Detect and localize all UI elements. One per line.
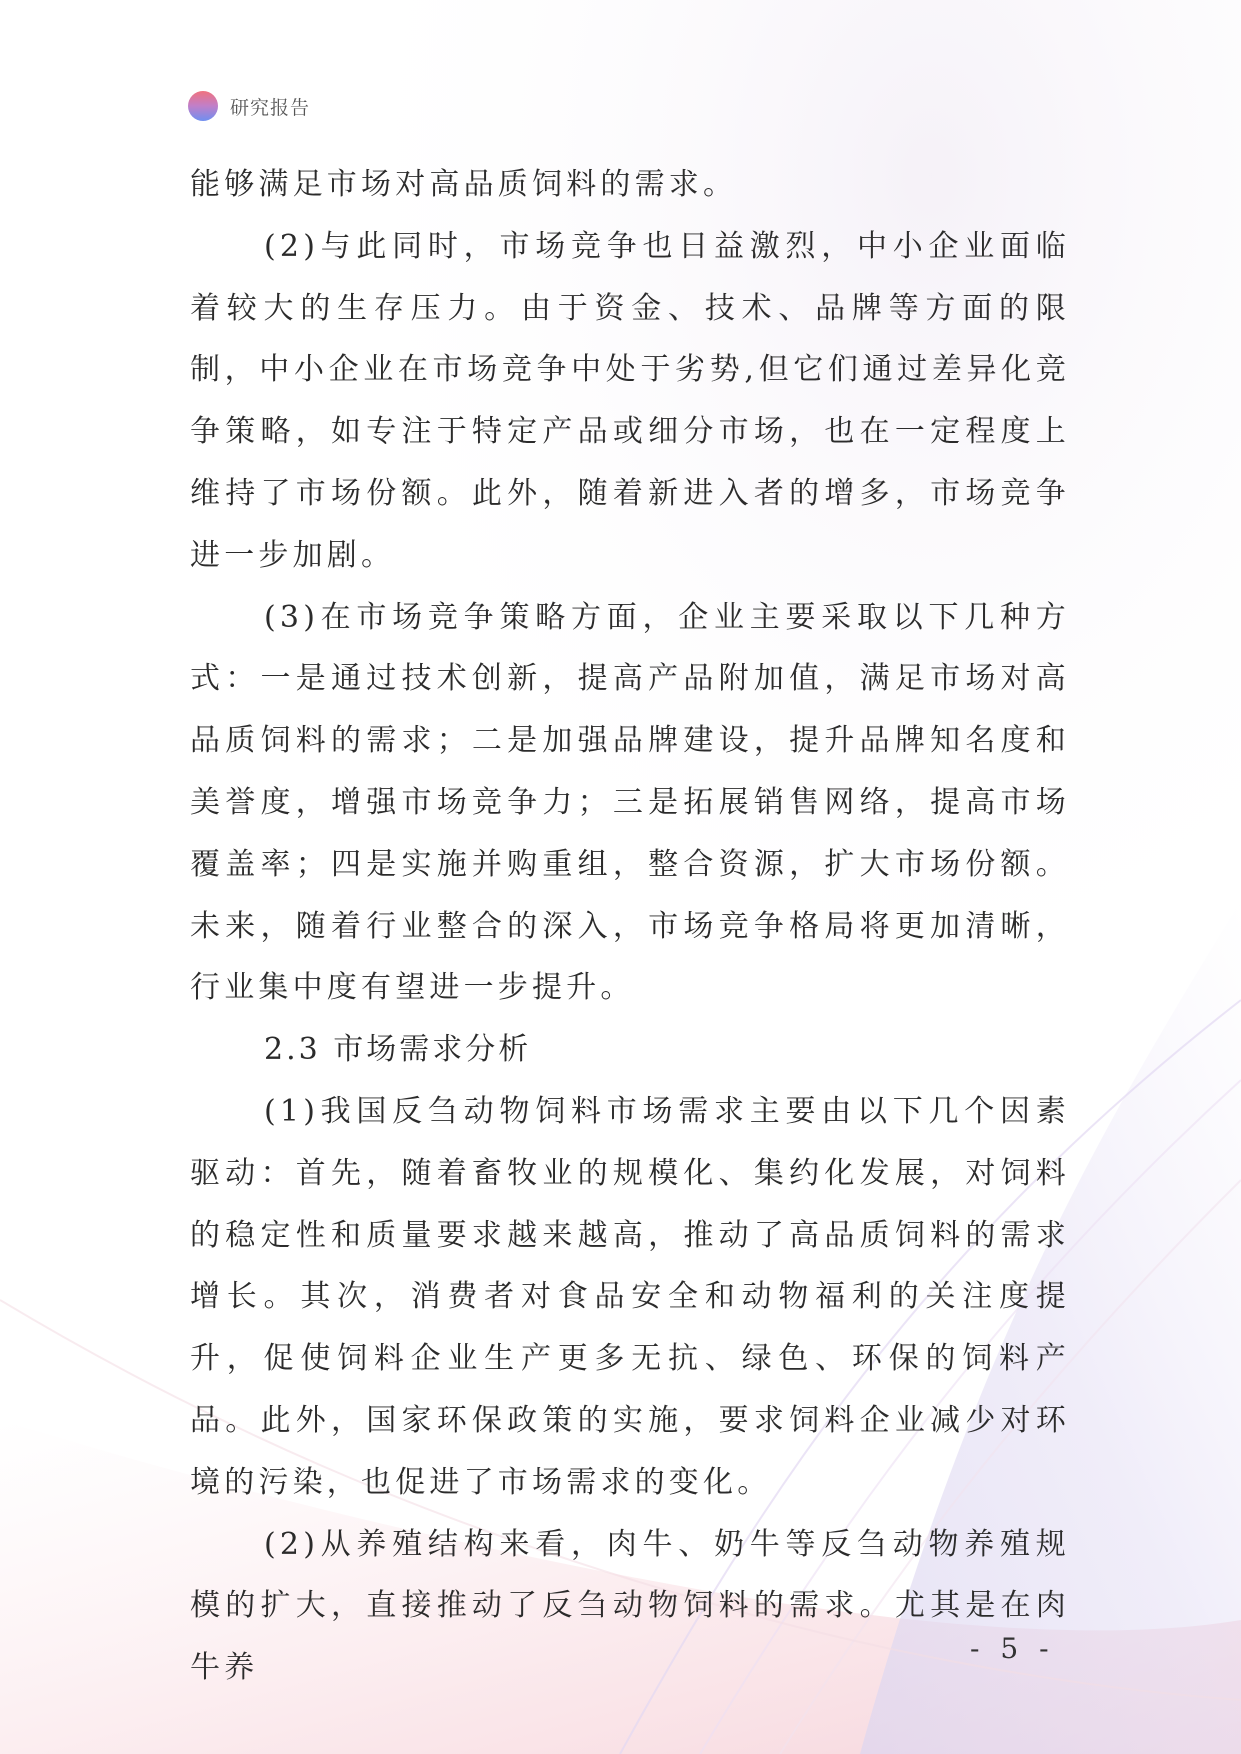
paragraph-competition-pressure: (2)与此同时，市场竞争也日益激烈，中小企业面临着较大的生存压力。由于资金、技术、品牌等方面的限制，中小企业在市场竞争中处于劣势,但它们通过差异化竞争策略，如专注于特定产品或细分市场，也在一定程度上维持了市场份额。此外，随着新进入者的增多，市场竞争进一步加剧。 bbox=[190, 228, 1070, 573]
paragraph-competition-strategy: (3)在市场竞争策略方面，企业主要采取以下几种方式：一是通过技术创新，提高产品附加值，满足市场对高品质饲料的需求；二是加强品牌建设，提升品牌知名度和美誉度，增强市场竞争力；三是拓展销售网络，提高市场覆盖率；四是实施并购重组，整合资源，扩大市场份额。未来，随着行业整合的深入，市场竞争格局将更加清晰，行业集中度有望进一步提升。 bbox=[190, 599, 1070, 1006]
section-heading: 2.3 市场需求分析 bbox=[264, 1032, 532, 1068]
report-header bbox=[188, 86, 310, 126]
paragraph-continued: 能够满足市场对高品质饲料的需求。 bbox=[190, 167, 738, 202]
header-title: 研究报告 bbox=[230, 96, 311, 119]
paragraph-demand-drivers: (1)我国反刍动物饲料市场需求主要由以下几个因素驱动：首先，随着畜牧业的规模化、集约化发展，对饲料的稳定性和质量要求越来越高，推动了高品质饲料的需求增长。其次，消费者对食品安全和动物福利的关注度提升，促使饲料企业生产更多无抗、绿色、环保的饲料产品。此外，国家环保政策的实施，要求饲料企业减少对环境的污染，也促进了市场需求的变化。 bbox=[190, 1093, 1070, 1500]
logo-icon bbox=[188, 91, 218, 121]
page-number: - 5 - bbox=[970, 1632, 1055, 1665]
paragraph-breeding-structure: (2)从养殖结构来看，肉牛、奶牛等反刍动物养殖规模的扩大，直接推动了反刍动物饲料的需求。尤其是在肉牛养 bbox=[190, 1526, 1070, 1686]
document-body bbox=[190, 154, 1070, 1699]
